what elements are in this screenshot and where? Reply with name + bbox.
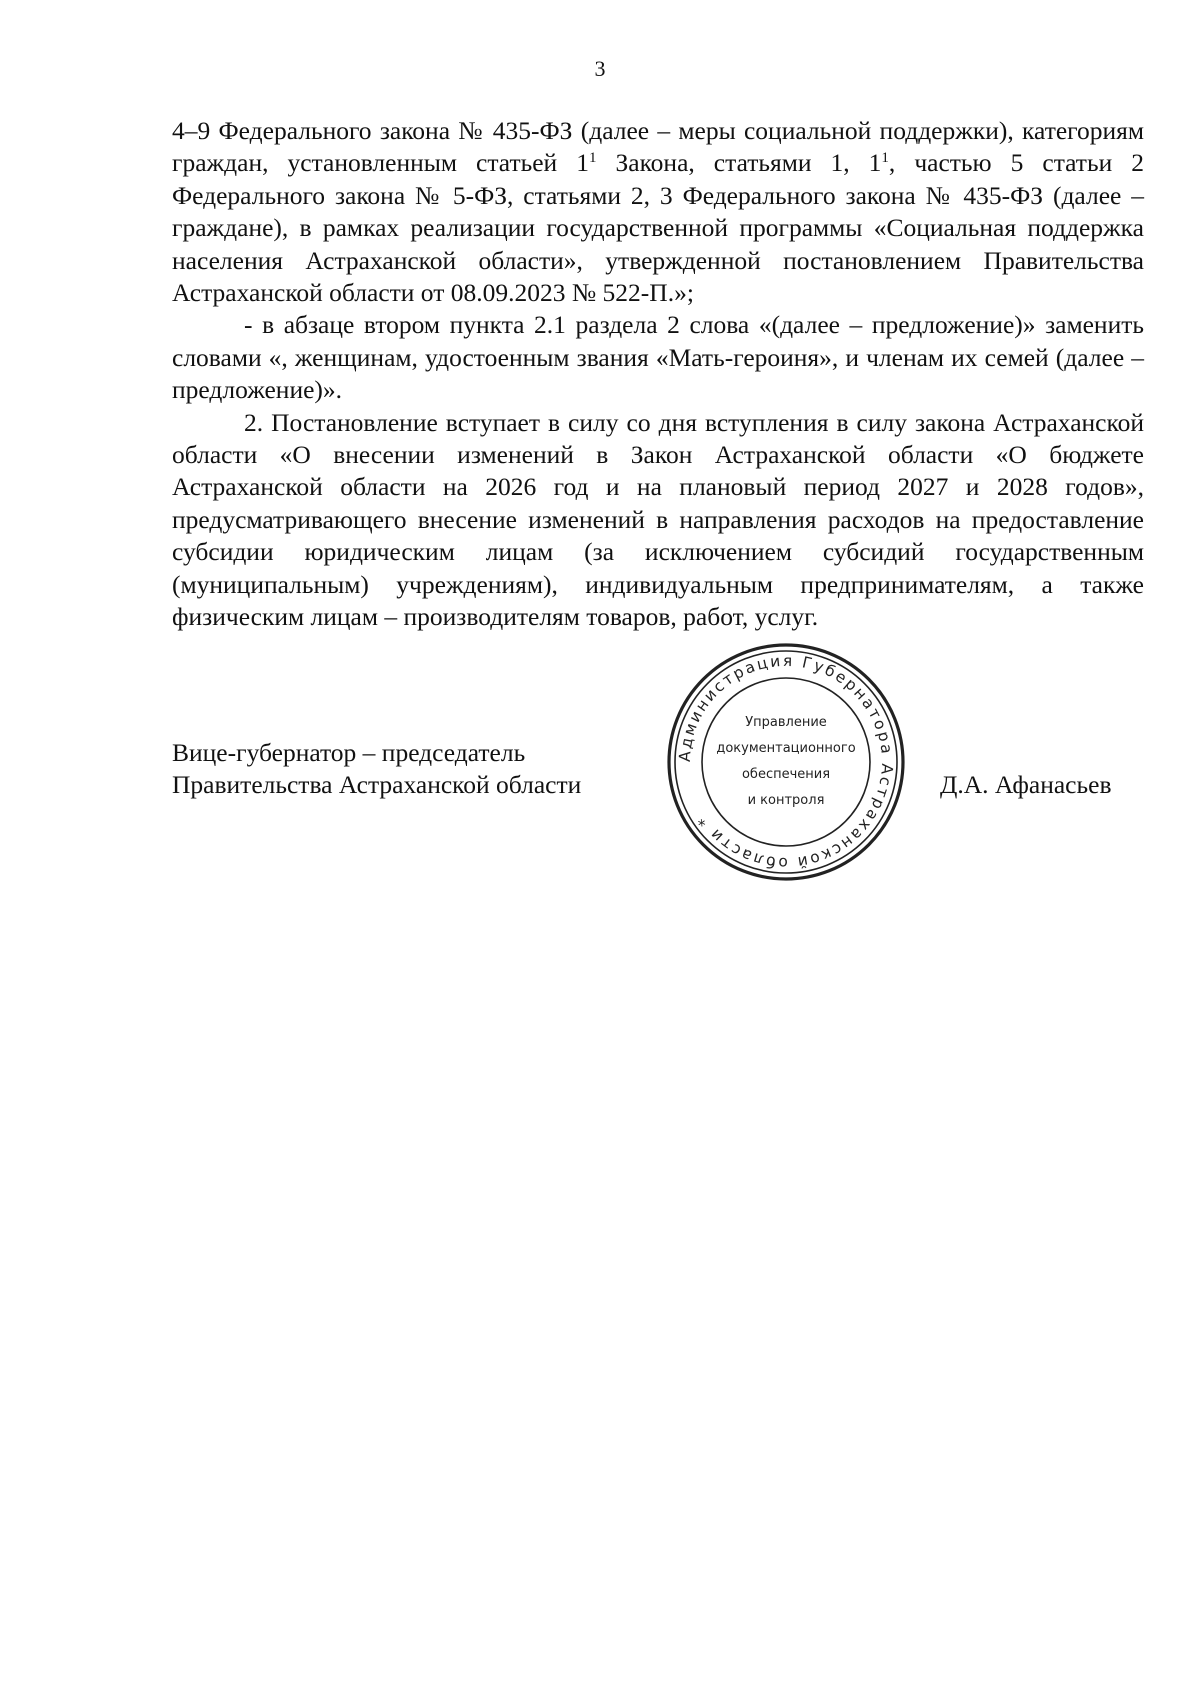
signature-position	[172, 737, 581, 802]
document-body	[172, 115, 1144, 634]
signature-position-line-1: Вице-губернатор – председатель	[172, 738, 526, 767]
seal-ring-text	[676, 652, 896, 872]
seal-center-line-4: и контроля	[747, 793, 825, 808]
paragraph-1-text-a: 4–9 Федерального закона № 435-ФЗ (далее – меры социальной поддержки), категориям граждан, установленным статьей 1	[172, 116, 1144, 178]
signer-name: Д.А. Афанасьев	[940, 770, 1112, 799]
paragraph-2: - в абзаце втором пункта 2.1 раздела 2 слова «(далее – предложение)» заменить словами «, женщинам, удостоенным звания «Мать-героиня», и членам их семей (далее – предложение)».	[172, 310, 1144, 405]
superscript-1: 1	[588, 150, 597, 167]
seal-outer-ring	[669, 645, 903, 879]
superscript-2: 1	[881, 150, 889, 167]
paragraph-1-text-c: , частью 5 статьи 2 Федерального закона № 5-ФЗ, статьями 2, 3 Федерального закона № 435-ФЗ (далее – граждане), в рамках реализации государственной программы «Социальная поддержка населения Астраханской области», утвержденной постановлением Правительства Астраханской области от 08.09.2023 № 522-П.»;	[172, 148, 1144, 308]
paragraph-3: 2. Постановление вступает в силу со дня вступления в силу закона Астраханской области «О внесении изменений в Закон Астраханской области «О бюджете Астраханской области на 2026 год и на плановый период 2027 и 2028 годов», предусматривающего внесение изменений в направления расходов на предоставление субсидии юридическим лицам (за исключением субсидий государственным (муниципальным) учреждениям), индивидуальным предпринимателям, а также физическим лицам – производителям товаров, работ, услуг.	[172, 407, 1144, 632]
seal-center-line-2: документационного	[716, 741, 856, 756]
paragraph-1-text-b: Закона, статьями 1, 1	[596, 148, 882, 178]
seal-center-line-3: обеспечения	[741, 767, 831, 782]
paragraph-1	[172, 115, 1144, 309]
page-number: 3	[594, 56, 606, 81]
seal-center-line-1: Управление	[745, 715, 827, 730]
seal-ring-textpath: Администрация Губернатора Астраханской области *	[675, 651, 897, 873]
seal-inner-ring	[702, 678, 870, 846]
signature-position-line-2: Правительства Астраханской области	[172, 770, 582, 800]
official-seal-stamp	[666, 642, 906, 882]
